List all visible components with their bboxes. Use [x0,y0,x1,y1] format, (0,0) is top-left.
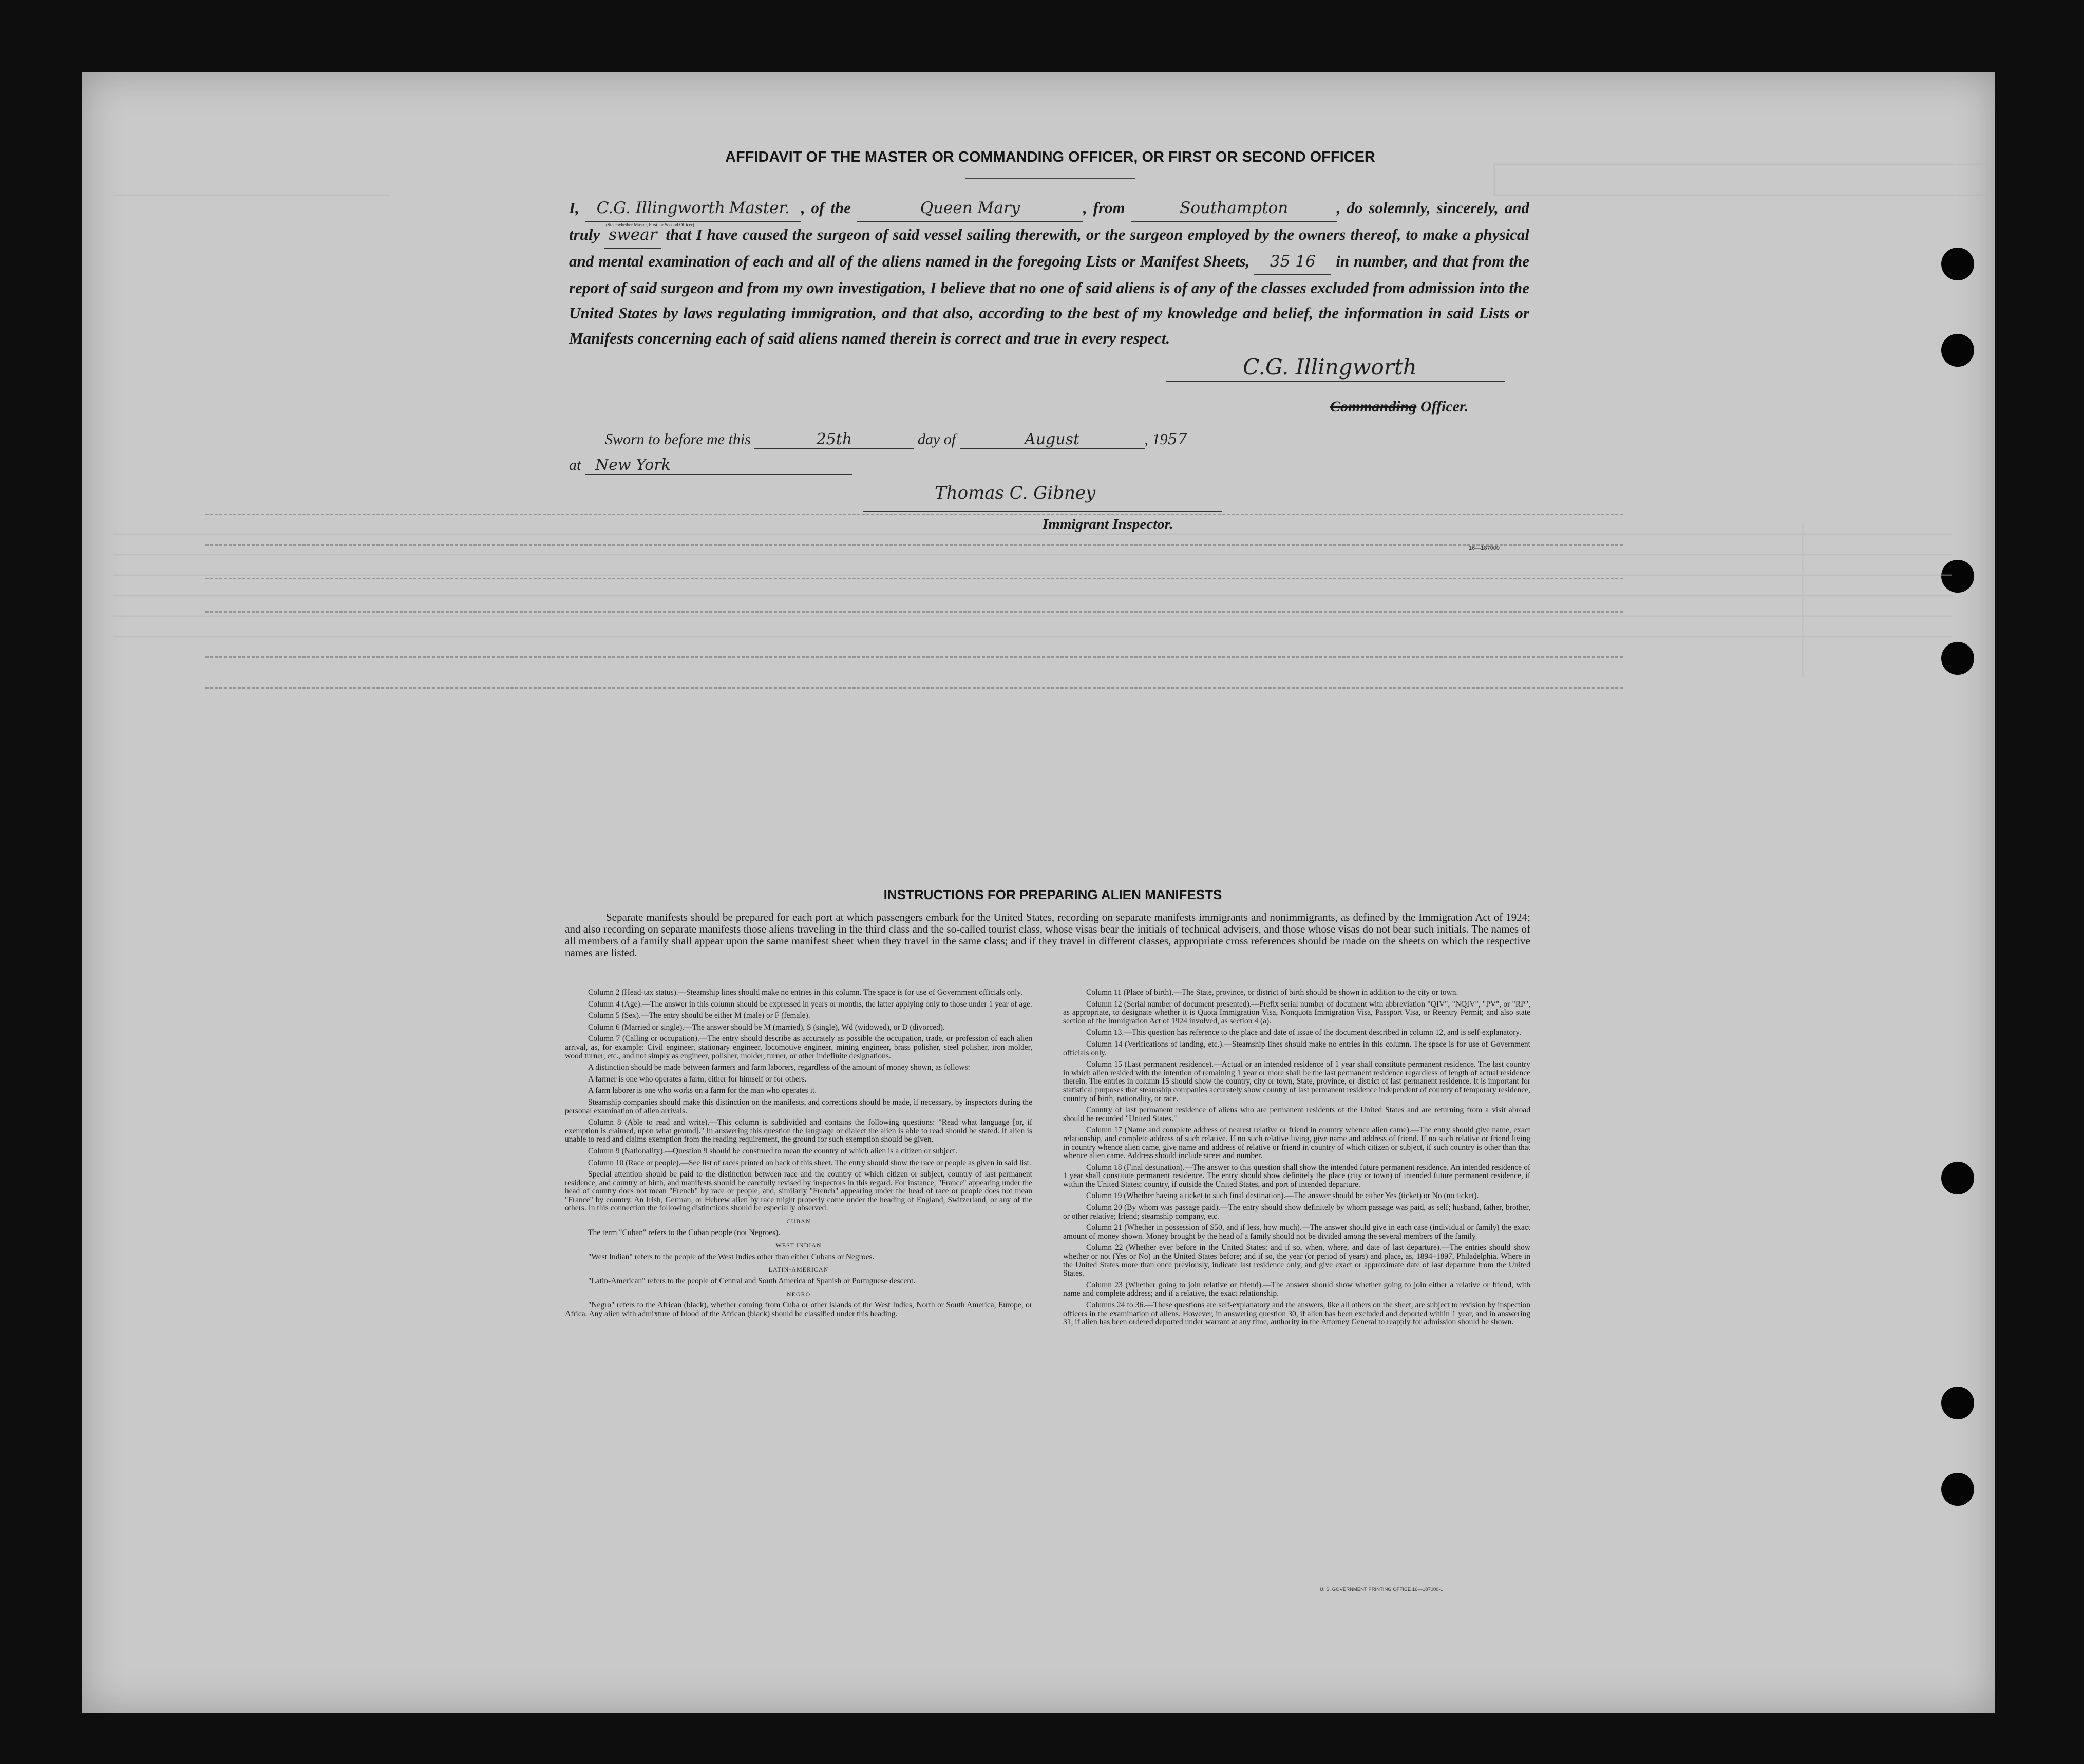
instruction-paragraph: Column 5 (Sex).—The entry should be either M (male) or F (female). [588,1011,810,1020]
instruction-paragraph: "Negro" refers to the African (black), whether coming from Cuba or other islands of the West Indies, North or South America, Europe, or Africa. Any alien with admixture of blood of the African (black) should be classified under this heading. [565,1301,1032,1318]
swear-field: swear [604,222,661,249]
master-signature: C.G. Illingworth [1243,354,1417,380]
title-divider [965,177,1135,180]
section-heading: LATIN-AMERICAN [768,1266,829,1274]
instructions-title: INSTRUCTIONS FOR PREPARING ALIEN MANIFESTS [883,887,1222,902]
ship-field: Queen Mary [857,195,1083,222]
instruction-paragraph: Column 4 (Age).—The answer in this column should be expressed in years or months, the latter applying only to those under 1 year of age. [588,999,1032,1009]
instruction-paragraph: "Latin-American" refers to the people of Central and South America of Spanish or Portuguese descent. [588,1277,916,1286]
section-heading: CUBAN [786,1218,811,1225]
instructions-right-column [1063,989,1530,1330]
signature-line [1166,381,1505,382]
instruction-paragraph: Column 20 (By whom was passage paid).—The entry should show definitely by whom passage was paid, as self; husband, father, brother, or other relative; friend; steamship company, etc. [1063,1203,1530,1221]
instruction-paragraph: Column 23 (Whether going to join relative or friend).—The answer should show whether going to join either a relative or friend, with name and complete address; and if a relative, the exact relationship. [1063,1280,1530,1298]
manifest-row-ghost [205,656,1623,658]
instruction-paragraph: Column 15 (Last permanent residence).—Actual or an intended residence of 1 year shall constitute permanent residence. The last country in which alien resided with the intention of remaining 1 year or more shall be the last permanent residence regardless of length of actual residence therein. The entries in column 15 should show the country, city or town, State, province, or district of last permanent residence. It is important for statistical purposes that steamship companies accurately show country of last permanent residence independent of country of temporary residence, country of birth, nationality, or race. [1063,1060,1530,1103]
instructions-intro: Separate manifests should be prepared for each port at which passengers embark for the United States, recording on separate manifests immigrants and nonimmigrants, as defined by the Immigration Act of 1924; and also recording on separate manifests those aliens traveling in the third class and the so-called tourist class, whose visas bear the initials of technical advisers, and those whose visas do not bear such initials. The names of all members of a family shall appear upon the same manifest sheet when they travel in the same class; and if they travel in different classes, appropriate cross references should be made on the sheets on which the respective names are listed. [565,911,1530,959]
instruction-paragraph: Steamship companies should make this distinction on the manifests, and corrections should be made, if necessary, by inspectors during the personal examination of alien arrivals. [565,1097,1032,1115]
inspector-label: Immigrant Inspector. [1043,516,1173,533]
instruction-paragraph: Special attention should be paid to the distinction between race and the country of which citizen or subject, country of last permanent residence, and country of birth, and manifests should be carefully revised by inspectors in this regard. For instance, "France" appearing under the head of country does not mean "French" by race or people, and, similarly "French" appearing under the head of race or people does not mean "France" by country. An Irish, German, or Hebrew alien by race might properly come under the heading of England, Switzerland, or any of the others. In this connection the following distinctions should be especially observed: [565,1170,1032,1213]
manifest-row-ghost [205,578,1623,579]
instruction-paragraph: Column 9 (Nationality).—Question 9 should be construed to mean the country of which alien is a citizen or subject. [588,1146,957,1155]
manifest-row-ghost [205,611,1623,613]
manifest-row-ghost [205,514,1623,515]
sheets-field: 35 16 [1254,249,1331,275]
instruction-paragraph: Column 19 (Whether having a ticket to such final destination).—The answer should be either Yes (ticket) or No (no ticket). [1086,1191,1479,1201]
instruction-paragraph: A farm laborer is one who works on a farm for the man who operates it. [588,1086,817,1095]
instructions-left-column [565,989,1032,1321]
month-field: August [960,430,1145,449]
form-number: 16—187000 [1469,545,1500,552]
printing-office-note: U. S. GOVERNMENT PRINTING OFFICE 16—187000-1 [1320,1587,1444,1592]
place-field: New York [585,456,852,475]
instruction-paragraph: Column 12 (Serial number of document presented).—Prefix serial number of document with abbreviation "QIV", "NQIV", "PV", or "RP", as appropriate, to designate whether it is Quota Immigration Visa, Nonquota Immigration Visa, Passport Visa, or Reentry Permit; and also state section of the Immigration Act of 1924 involved, as section 4 (a). [1063,999,1530,1026]
manifest-row-ghost [205,687,1623,689]
instruction-paragraph: Column 17 (Name and complete address of nearest relative or friend in country whence alien came).—The entry should give name, exact relationship, and complete address of such relative. If no such relative living, give name and address of friend. If no such relative or friend living in country whence alien came, give name and address of relative or friend in country of which citizen or subject, if such country is other than that whence alien came. Address should include street and number. [1063,1126,1530,1161]
day-field: 25th [754,430,914,449]
instruction-paragraph: Column 8 (Able to read and write).—This column is subdivided and contains the following questions: "Read what language [or, if exemption is claimed, upon what ground]." In answering this question the language or dialect the alien is able to read should be stated. If alien is unable to read and claims exemption from the reading requirement, the ground for such exemption should be given. [565,1118,1032,1144]
instruction-paragraph: Column 22 (Whether ever before in the United States; and if so, when, where, and date of last departure).—The entries should show whether or not (Yes or No) in the United States before; and if so, the year (or period of years) and place, as, 1894–1897, Philadelphia. Where in the United States more than once previously, indicate last residence only, and give exact or approximate date of last departure from the United States. [1063,1243,1530,1278]
affidavit-body: I, C.G. Illingworth Master. (State whether Master, First, or Second Officer) , of the Queen Mary , from Southampton , do solemnly, sincerely, and truly swear that I have caused the surgeon of said vessel sailing therewith, or the surgeon employed by the owners thereof, to make a physical and mental examination of each and all of the aliens named in the foregoing Lists or Manifest Sheets, 35 16 in number, and that from the report of said surgeon and from my own investigation, I believe that no one of said aliens is of any of the classes excluded from admission into the United States by laws regulating immigration, and that also, according to the best of my knowledge and belief, the information in said Lists or Manifests concerning each of said aliens named therein is correct and true in every respect. [569,195,1529,351]
instruction-paragraph: Column 21 (Whether in possession of $50, and if less, how much).—The answer should give in each case (individual or family) the exact amount of money shown. Money brought by the head of a family should not be divided among the several members of the family. [1063,1223,1530,1241]
inspector-signature: Thomas C. Gibney [935,483,1096,503]
instruction-paragraph: Column 13.—This question has reference to the place and date of issue of the document described in column 12, and is self-explanatory. [1086,1028,1521,1037]
affidavit-title: AFFIDAVIT OF THE MASTER OR COMMANDING OFFICER, OR FIRST OR SECOND OFFICER [725,149,1375,165]
instruction-paragraph: Column 2 (Head-tax status).—Steamship lines should make no entries in this column. The space is for use of Government officials only. [588,988,1023,997]
instruction-paragraph: "West Indian" refers to the people of the West Indies other than either Cubans or Negroes. [588,1252,875,1261]
manifest-row-ghost [205,544,1623,546]
section-heading: WEST INDIAN [775,1242,822,1249]
instruction-paragraph: Column 18 (Final destination).—The answer to this question shall show the intended future permanent residence. An intended residence of 1 year shall constitute permanent residence. The entry should show definitely the place (city or town) of intended future permanent residence, if within the United States; country, if outside the United States, and port of intended departure. [1063,1163,1530,1189]
sworn-line: Sworn to before me this 25th day of August , 1957 [605,430,1187,448]
instruction-paragraph: The term "Cuban" refers to the Cuban people (not Negroes). [588,1228,781,1237]
officer-label: Commanding Officer. [1330,398,1469,415]
instruction-paragraph: Column 10 (Race or people).—See list of races printed on back of this sheet. The entry should show the race or people as given in said list. [588,1158,1031,1167]
place-line: at New York [569,456,852,475]
rank-note: (State whether Master, First, or Second Officer) [605,222,694,227]
instruction-paragraph: Column 14 (Verifications of landing, etc.).—Steamship lines should make no entries in this column. The space is for use of Government officials only. [1063,1039,1530,1057]
section-heading: NEGRO [786,1290,811,1298]
instruction-paragraph: A farmer is one who operates a farm, either for himself or for others. [588,1074,807,1084]
instruction-paragraph: Columns 24 to 36.—These questions are self-explanatory and the answers, like all others on the sheet, are subject to revision by inspection officers in the examination of aliens. However, in answering question 30, if alien has been excluded and deported within 1 year, and in answering 31, if alien has been ordered deported under warrant at any time, authority in the Attorney General to reapply for admission should be shown. [1063,1301,1530,1327]
instruction-paragraph: Column 11 (Place of birth).—The State, province, or district of birth should be shown in addition to the city or town. [1086,988,1458,997]
instruction-paragraph: A distinction should be made between farmers and farm laborers, regardless of the amount of money shown, as follows: [588,1063,970,1072]
master-name-field: C.G. Illingworth Master. (State whether Master, First, or Second Officer) [585,195,801,222]
instruction-paragraph: Column 6 (Married or single).—The answer should be M (married), S (single), Wd (widowed), or D (divorced). [588,1022,945,1032]
port-field: Southampton [1131,195,1337,222]
instruction-paragraph: Country of last permanent residence of aliens who are permanent residents of the United States and are returning from a visit abroad should be recorded "United States." [1063,1106,1530,1123]
instruction-paragraph: Column 7 (Calling or occupation).—The entry should describe as accurately as possible the occupation, trade, or profession of each alien arrival, as, for example: Civil engineer, stationary engineer, locomotive engineer, mining engineer, brass polisher, steel polisher, iron molder, wood turner, etc., and not simply as engineer, polisher, molder, turner, or other indefinite designations. [565,1034,1032,1060]
inspector-line [863,511,1222,512]
